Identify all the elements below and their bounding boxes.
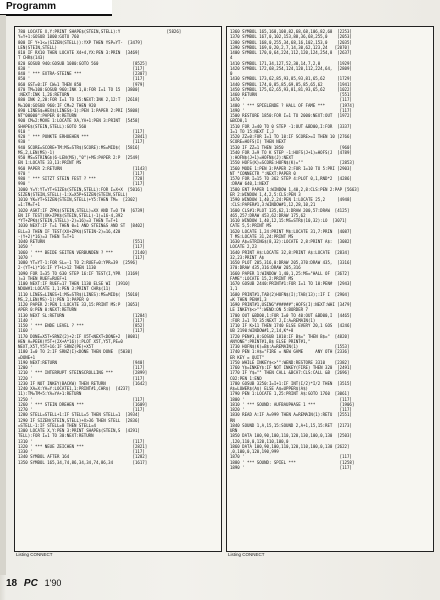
listing-column-right <box>226 26 434 552</box>
code-line: =1:TM=T+1 <box>18 202 40 208</box>
code-line: &BCD0,1 <box>230 118 248 124</box>
code-line: URN <box>230 428 238 433</box>
code-line: 1230 IF NOT INKEY(BACKW) THEN RETURN [1642] <box>18 380 148 386</box>
code-line: 840 ' *** EXTRA-STEINE *** [2307] <box>18 71 148 76</box>
code-line: ER 2:WINDOW 1,4,2,5:CLS:PEN 3 <box>230 191 301 197</box>
code-line: 1720 PEN#1,0:GOSUB 1810:IF B$=" THEN B$=" [4820] <box>230 333 350 339</box>
code-line: 950 MS=STRING$(6-LEN(MS),"0")+MS:PAPER 2:P [2549] <box>18 155 140 160</box>
code-line: 990 ' [117] <box>18 181 145 187</box>
code-line: 1480 ' *** SPIELENDE ? HALL OF FAME *** [1974] <box>230 102 355 108</box>
issue-number: 1'90 <box>44 578 62 588</box>
code-line: 1650 PLOT 205,316,0:DRAW 205,370:DRAW 435, [3316] <box>230 260 352 265</box>
code-line: 1150 ' *** ENDE LEVEL ? *** [852] <box>18 323 145 328</box>
code-line: T MS:LOCATE 31,24:PRINT MS <box>230 233 294 239</box>
code-line: 1290 IF SIZEN(STEIN,STELL)+X>36 THEN STELL [2836] <box>18 417 140 423</box>
code-line: 1550 HOFS(K)=SCORE:HOFN$(K)="" [2853] <box>230 160 355 166</box>
code-line: =DONE+1 <box>18 354 36 360</box>
code-line: LOCATE 2,23 <box>230 244 257 250</box>
code-line: 1630 A$=STRING$(8,32):LOCATE 2,8:PRINT A$: [3082] <box>230 239 352 244</box>
code-line: 1890 ' [117] <box>230 464 352 470</box>
code-line: EN 1:LOCATE 33,13:PRINT MS <box>18 160 82 166</box>
code-line: 11):TM=TM+5:YA=YA+1:RETURN <box>18 391 82 397</box>
code-line: 1030 NEXT:IF T=1 THEN 0=1 AND STEIN&S AND ST [8402] <box>18 223 145 229</box>
code-line: 890 LINES$=HEX$(LINES$-1):PEN 1:PAPER 2:PRI [5808] <box>18 107 140 113</box>
code-line: :NEXT:INK 1,26:RETURN <box>18 92 70 97</box>
code-line: 1510 FOR J=40 TO 0 STEP -1:OUT &BD00,I:FOR [3337] <box>230 123 352 129</box>
code-line: MS,2,LEN(MS)-1) <box>18 149 55 155</box>
code-line: 1200 ' [117] <box>18 365 145 370</box>
code-line: 1010 YK=YT+SIZEN(STEIN,STELL)+Y5:THEN TM= [2302] <box>18 197 138 202</box>
code-line: 1220 ' [117] <box>18 375 145 381</box>
code-line: T CHR$(143) <box>18 55 45 61</box>
code-line: 1870 ' [117] <box>230 454 352 460</box>
page-number: 18 <box>6 578 18 589</box>
code-line: 1260 ' *** STEIN DREHEN *** [1609] <box>18 401 148 407</box>
code-line: 1710 IF K>11 THEN 1740 ELSE EVERY 20,1 GOS [4246] <box>230 323 352 328</box>
code-line: 1040 RETURN [551] <box>18 239 145 244</box>
code-line: 1660 PAPER 1:WINDOW 1,40,1,25:MS="HALL OF [3672] <box>230 270 350 276</box>
code-line: 1580 ENT PAPER 1:WINDOW 1,40,2,8:CLS:PEN 2:PAP [5663] <box>230 186 360 192</box>
code-line: 1610 WINDOW 1,40,12,15:MS=STR$(10,32):LO [3071] <box>230 218 347 223</box>
code-line: 1430 SYMBOL 173,62,85,93,85,93,81,65,62 [1729] <box>230 76 352 82</box>
code-line: UB 2190:WINDOW#1,2,14,K*+8 <box>230 328 294 334</box>
code-line: 940 SCORE=SCORE+TM:MS=STR$(SCORE):MS=MID$( [5816] <box>18 144 140 150</box>
code-line: CATE 5,5:PRINT MS <box>230 223 272 229</box>
code-line: 1000 Y=Y:YT=YT+SIZE$(STEIN,STELL):FOR I=X+X [5016] <box>18 186 143 192</box>
code-line: 1210 ' *** INTERRUPT STEINSCROLLING *** [2899] <box>18 370 148 376</box>
code-line: :FOR J=1 TO 35:NEXT J,I:A=REMAIN(1) <box>230 317 316 323</box>
code-line: 1770 IF Y$="" THEN CALL &BCA7:CLS:CALL &B [2696] <box>230 370 350 376</box>
code-line: 1790 PEN 1:LOCATE 1,25:PRINT A$:GOTO 1760 [3061] <box>230 391 350 397</box>
code-line: ,120,110,0,120,110,100,0 <box>230 438 289 444</box>
code-line: 1680 PRINT#1,TAB(2)HOFN$(I);TAB(13);:IF I [2904] <box>230 291 350 297</box>
code-line: 1180 I=0 TO 2:IF SRNZ(I)<DONE THEN DONE [5030] <box>18 349 133 355</box>
code-line: 980 ' *** SITZT STEIN FEST ? *** [728] <box>18 176 145 181</box>
code-line: 800 IF Y+1<=(SIZEN(STELL)):YXP THEN YSP=YT- [3479] <box>18 39 143 45</box>
code-line: EN IF TEST(XK+ZPK$(STEIN,STELL)-1)=16-4,392 <box>18 212 123 218</box>
code-line: 870 TM=100:GOSUB 960:INK 1,0:FOR I=1 TO 15 [3800] <box>18 86 140 92</box>
page-footer <box>6 578 61 589</box>
code-line: 465,257:DRAW 453,62:DRAW 175,62 <box>230 212 306 218</box>
code-line: 1810 ' *** SOUND: AUFBAUPHASE 1 *** [1906] <box>230 401 355 407</box>
code-line: 1020 ASKT:IF ZPK$(STEIN,STELL)=XX AND T=O TH [6739] <box>18 207 145 213</box>
code-line: 1500 RESTORE 1850:FOR I=1 TO 2000:NEXT:OUT [1972] <box>230 113 352 118</box>
code-line: 880 INK 2,28:FOR I=1 TO 15:NEXT:INK 2,12:T [2618] <box>18 97 140 103</box>
code-line: ELL=3 THEN IF TEST(XX+ZPK$(STEIN-2)=16,420 <box>18 228 121 234</box>
code-line: 1300 LOCATE X,Y:PEN 3:PRINT SHAPE$(STEIN,S [4291] <box>18 428 140 433</box>
code-line: 850 ' [117] <box>18 76 145 82</box>
code-line: M=100:GOSUB 960:IF CM=2 THEN 920 <box>18 102 96 108</box>
listing-column-left <box>14 26 222 552</box>
code-line: 900 CM=2:MOVE 1:LOCATE XA,YA+1:PEN 3:PRINT [5458] <box>18 118 140 124</box>
code-line: 830 ' [117] <box>18 65 145 71</box>
code-line: ,0,100,0,120,190,999 <box>230 449 279 454</box>
code-line: MS,2,LEN(MS)-1):PEN 1:PAPER 0 <box>18 296 89 302</box>
page-edge <box>0 15 6 575</box>
code-line: 1750 WHILE INKEY$<>"":WEND:RESTORE 3310 [2382] <box>230 359 350 365</box>
code-line: 1390 SYMBOL 169,0,20,2,7,14,30,62,123,24 [2070] <box>230 44 350 50</box>
code-line: A$=LOWER$(A$) ELSE A$=UPPER$(A$) <box>230 386 308 391</box>
code-line: LEN(STEIN,STELL) <box>18 44 57 50</box>
code-line: 1700 OUT &BD00,1:FOR I=0 TO 40:OUT &BD00,I [4465] <box>230 312 352 318</box>
code-line: 810 IF RX10 THEN LOCATE X4+4,YX:PEN 3:PRIN [3469] <box>18 50 140 55</box>
code-line: 1600 CLS#1:PLOT 135,62,1:DRAW 200,57:DRAW [4125] <box>230 207 350 213</box>
code-line: RN <box>230 417 235 423</box>
code-line: 1640 PRINT A$:LOCATE 32,8:PRINT A$:LOCATE [2834] <box>230 249 350 255</box>
code-line: 1120 PAPER 2:PEN 1:LOCATE 33,15:PRINT MS:P [3053] <box>18 302 140 307</box>
code-line: -(Y+2)*16)=3 THEN T=T+1 <box>18 233 75 239</box>
code-line: 1320 ' *** NEUE ZEICHEN *** [2821] <box>18 443 148 449</box>
code-line: 1170 DONE=X5T+SRNZ(2)+2:IF X5T<NEXT<DONE+2 [8081] <box>18 333 140 339</box>
code-line: 1690 PRINT#1,USING"######";HOFS(I):NEXT:WHI [3479] <box>230 302 352 307</box>
code-line: 1060 ' *** BEIDE SEITEN VERBUNDEN ? *** [2140] <box>18 249 148 255</box>
code-line: 1080 YT=YT-1:FOR SL=-1 TO 2:RUEF=0:YPR=39 [2596] <box>18 260 138 265</box>
code-line: 32,23:PRINT A$ <box>230 254 265 260</box>
code-line: 1250 ' [117] <box>18 396 145 402</box>
code-line: 1460 RETURN [551] <box>230 92 352 97</box>
code-line: 1820 ' [117] <box>230 407 352 412</box>
code-line: 1100 NEXT:IF RUEF=17 THEN 1130 ELSE WI [3910] <box>18 281 131 286</box>
code-line: 1050 ' [117] <box>18 244 145 250</box>
code-line: 1400 SYMBOL 170,0,64,224,112,120,124,254,8 [2637] <box>230 50 352 55</box>
code-line: 2-(YT+L)*16:IF YT+L>12 THEN 1130 <box>18 265 96 271</box>
code-line: NT"00000":PAPER 0:RETURN <box>18 113 77 118</box>
code-line: 860 GST=0:IF CW=1 THEN 850 [979] <box>18 81 145 87</box>
listing-caption-right: Listing CONNECT <box>228 552 265 557</box>
code-line: 1560 MODE 1:PEN 3:PAPER 2:FOR I=10 TO 5:PRI [2903] <box>230 165 352 171</box>
code-line: 1520 ZZ=0:FOR I=1 TO 10:IF SCORE>=I THEN 10 [2766] <box>230 134 352 139</box>
code-line: Y=Y+1:GOSUB 1000:GOTO 760 <box>18 34 79 40</box>
code-line: =STELL-1:IF STELL=0 THEN STELL=4 <box>18 422 96 428</box>
code-line: 1880 ' *** SOUND: SPIEL *** [1258] <box>230 459 355 465</box>
code-line: 1570 FOR I=15 TO 362 STEP 4:PLOT 0,1,RND*2 [4286] <box>230 176 352 181</box>
code-line: 1780 GOSUB 3250:I=I+1:IF INT(I/2)*I/2 THEN [3515] <box>230 380 352 386</box>
code-line: 780 LOCATE X,Y:PRINT SHAPE$(STEIN,STELL):Y [5826] <box>18 29 182 34</box>
code-line: LE INKEY$<>"":WEND:ON 5:BORDER 7 <box>230 307 308 313</box>
code-line: 1350 SYMBOL 165,34,74,86,34,34,74,86,34 [1617] <box>18 459 148 465</box>
code-line: 1360 SYMBOL 165,168,108,82,68,68,106,82,68 [2253] <box>230 29 352 34</box>
code-line: 1850 DATA 100,90,100,110,120,130,100,0,130 [2503] <box>230 433 352 439</box>
code-line: 1490 ' [117] <box>230 107 352 113</box>
code-line: NDOW#1:LOCATE 1,1:PEN 3:PRINT CHR$(11) <box>18 286 111 292</box>
code-line: 920 ' *** PUNKTE ERHOEHEN *** [2841] <box>18 134 148 139</box>
code-line: NEXT,X5T,Y5T+16:IF SRNZ(PE)+X5T <box>18 344 94 349</box>
listing-caption-left: Listing CONNECT <box>16 552 53 557</box>
code-line: 1760 Y$=INKEY$:IF NOT INKEY(FIRE) THEN 320 [2491] <box>230 365 352 370</box>
code-line: 1830 READ A:IF A=999 THEN A=REMAIN(1):RETU [2551] <box>230 412 352 418</box>
code-line: 1530 IF ZZ=1 THEN 1850 [960] <box>230 144 352 150</box>
code-line: 1380 SYMBOL 168,0,255,34,68,16,102,153,0 [2035] <box>230 39 352 45</box>
code-line: 1070 ' [117] <box>18 254 145 260</box>
code-line: 1270 ' [117] <box>18 407 145 412</box>
code-line: 960 PAPER 2:RETURN [1143] <box>18 165 148 171</box>
code-line: ER KEY = QUIT" <box>230 354 265 360</box>
code-listing-right <box>230 29 430 470</box>
code-line: 1310 ' [117] <box>18 438 145 444</box>
code-line: 1590 WINDOW 1,40,2,24:PEN 1:LOCATE 25,2 [4948] <box>230 197 352 202</box>
code-line: 1370 SYMBOL 167,0,102,153,88,36,68,255,0 [2053] <box>230 34 352 40</box>
code-line: SIZEN(STEIN,STELL)-1:X=X5P+SIZEN(STEIN,STELL) <box>18 191 128 197</box>
code-line: 1410 SYMBOL 171,34,127,52,30,14,7,2,0 [1929] <box>230 60 352 66</box>
code-line: 1540 FOR J=9 TO K STEP -1:HOFS(J+1)=HOFS(J [4789] <box>230 149 352 155</box>
magazine-name: PC <box>23 578 38 589</box>
code-line: SCORE=HOFS(I) THEN NEXT <box>230 139 287 145</box>
code-line: 910 ' [117] <box>18 128 145 134</box>
code-line: 0 <box>230 71 233 76</box>
section-title: Programm <box>6 1 57 12</box>
code-line: 1840 SOUND 1,A,15,15:SOUND 2,A+1,15,15:RET [2173] <box>230 422 352 428</box>
code-line: 1440 SYMBOL 174,0,85,85,69,85,85,65,62 [1941] <box>230 81 352 87</box>
code-line: 1280 STELL=STELL+1:IF STELL=5 THEN STELL=1 [3934] <box>18 412 140 418</box>
code-line: C02:PEN 1:END <box>230 375 262 381</box>
code-line: 1800 ' [117] <box>230 396 352 402</box>
code-line: 1620 LOCATE 1,24:PRINT M$:LOCATE 31,7:PRIN [4087] <box>230 228 352 234</box>
code-line: ):HOFN$(J+1)=HOFN$(J):NEXT <box>230 155 294 160</box>
code-line: 970 ' [117] <box>18 170 145 176</box>
code-line: NT "CONNECTR ":NEXT:PAPER 0 <box>230 170 296 176</box>
code-line: 1130 NEXT SL:RETURN [1284] <box>18 312 148 318</box>
code-line: I=1 TO 15:NEXT I,J <box>230 128 274 134</box>
section-header <box>0 0 112 16</box>
code-line: APER 0:PEN 0:NEXT:RETURN <box>18 307 77 313</box>
code-line: 1730 HOFN$(K)=B$:A=REMAIN(1) [1553] <box>230 344 350 349</box>
code-line: =K THEN PEN#1,3 <box>230 296 267 302</box>
code-line: 1110 LINES=LINES+1:MS=STR$(LINES):MS=MID$( [5010] <box>18 291 140 297</box>
code-line: 1340 SYMBOL AFTER 164 [1282] <box>18 454 148 460</box>
code-line: 1330 ' [117] <box>18 449 145 454</box>
code-line: :DRAW 640,1:NEXT <box>230 181 269 187</box>
code-line: *YT+ZPK$(STEIN,STELL)-2)=16)=3 THEN T=T+1 <box>18 218 118 223</box>
code-line: SHAPE$(STEIN,STELL):GOTO 560 <box>18 123 87 129</box>
code-line: 1160 ' [117] <box>18 328 145 334</box>
code-line: FAME":LOCATE 15,2:PRINT MS <box>230 275 294 281</box>
code-line: 1670 GOSUB 2440:PRINT#1:FOR I=1 TO 10:PEN# [2943] <box>230 281 352 286</box>
code-line: HEN A=PEEK(Y5T+(2X+A*16)):PLOT X5T,Y5T,PE=0 <box>18 338 123 344</box>
code-line: ANYONE":PRINT#1,B$ ELSE PRINT#1," <box>230 338 311 344</box>
code-line: TELL):FOR I=1 TO 30:NEXT:RETURN <box>18 433 94 439</box>
code-line: 370:DRAW 435,316:DRAW 205,316 <box>230 265 301 271</box>
code-line: 1420 SYMBOL 172,68,254,124,120,112,224,64, [2809] <box>230 65 352 71</box>
code-line: 1240 XA=X:YA=Y:LOCATE1,1:PRINT#1,CHR$( [4237] <box>18 386 131 391</box>
code-line: )=3 THEN RUEF=RUEF+1 <box>18 275 67 281</box>
code-listing-left <box>18 29 218 465</box>
code-line: 1740 PEN 1:A$="FIRE = NEW GAME ANY OTH [2336] <box>230 349 350 355</box>
code-line: 1470 ' [117] <box>230 97 352 103</box>
code-line: 1190 NEXT:RETURN [940] <box>18 359 145 365</box>
code-line: 1860 DATA 100,90,100,110,120,110,100,0,130 [2622] <box>230 443 350 449</box>
code-line: 820 GOSUB 940:GOSUB 1080:GOTO 560 [8525] <box>18 60 148 66</box>
code-line: 1450 SYMBOL 175,62,65,93,81,81,93,65,62 [1022] <box>230 86 352 92</box>
code-line: 1,1 <box>230 286 238 292</box>
code-line: :CLS:PAPER#1,3:WINDOW#1,12,28,10,21 <box>230 202 316 208</box>
code-line: 1140 ' [117] <box>18 317 145 323</box>
code-line: 4 <box>230 55 233 61</box>
code-line: 1090 FOR I=35 TO 630 STEP 16:IF TEST(I,YPR [3169] <box>18 270 140 276</box>
code-line: 930 ' [117] <box>18 139 145 145</box>
